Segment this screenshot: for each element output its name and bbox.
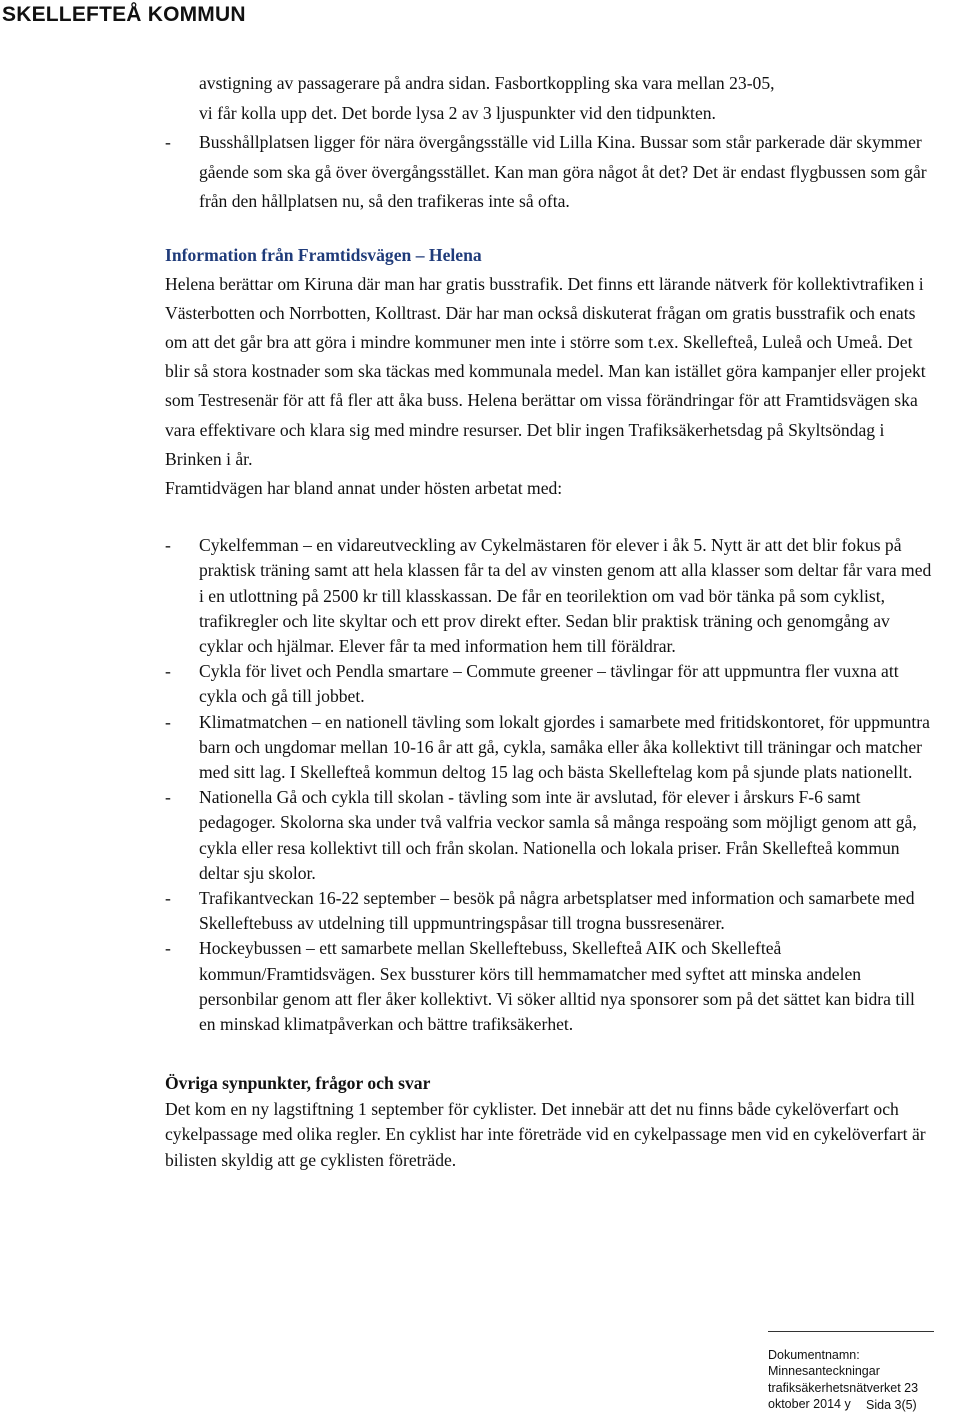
section-paragraph: Det kom en ny lagstiftning 1 september för cyklister. Det innebär att det nu finns både cykelöverfart och cykelpassage med olika regler. En cyklist har inte företräde vid en cykelpassage men vid en cykelöverfart är bilisten skyldig att ge cyklisten företräde. — [165, 1098, 926, 1170]
list-item: - Cykelfemman – en vidareutveckling av Cykelmästaren för elever i åk 5. Nytt är att det blir fokus på praktisk träning samt att hela klassen får ta del av vinsten genom att alla klasser som deltar får vara med i en utlottning på 2500 kr till klasskassan. De får en teorilektion om vad bör tänka på som cyklist, trafikregler och lite skyltar och ett prov direkt efter. Sedan blir praktisk träning och genomgång av cyklar och hjälmar. Elever får ta med information hem till föräldrar. — [165, 533, 935, 659]
continuation-line: avstigning av passagerare på andra sidan. Fasbortkoppling ska vara mellan 23-05, — [199, 73, 775, 93]
footer-divider — [768, 1331, 934, 1332]
footer-document-info — [768, 1347, 948, 1412]
intro-bullets — [165, 128, 935, 217]
continuation-line: vi får kolla upp det. Det borde lysa 2 av 3 ljuspunkter vid den tidpunkten. — [199, 103, 716, 123]
list-item: - Hockeybussen – ett samarbete mellan Skelleftebuss, Skellefteå AIK och Skellefteå kommun/Framtidsvägen. Sex bussturer körs till hemmamatcher med syftet att minska andelen personbilar genom att fler åker kollektivt. Vi söker alltid nya sponsorer som på det sättet kan bidra till en minskad klimatpåverkan och bättre trafiksäkerhet. — [165, 936, 935, 1037]
footer-doc-name: Minnesanteckningar — [768, 1364, 880, 1379]
footer-doc-name: trafiksäkerhetsnätverket 23 — [768, 1380, 919, 1395]
activities-list — [165, 533, 935, 1037]
section-paragraph: Helena berättar om Kiruna där man har gratis busstrafik. Det finns ett lärande nätverk för kollektivtrafiken i Västerbotten och Norrbotten, Kolltrast. Där har man också diskuterat frågan om gratis busstrafik och enats om att det går bra att göra i mindre kommuner men inte i större som t.ex. Skellefteå, Luleå och Umeå. Det blir så stora kostnader som ska täckas med kommunala medel. Man kan istället göra kampanjer eller projekt som Testresenär för att få fler att åka buss. Helena berättar om vissa förändringar för att Framtidsvägen ska vara effektivare och klara sig med mindre resurser. Det blir ingen Trafiksäkerhetsdag på Skyltsöndag i Brinken i år. — [165, 273, 926, 469]
section-heading-framtidsvagen: Information från Framtidsvägen – Helena — [165, 244, 482, 265]
list-item: - Cykla för livet och Pendla smartare – Commute greener – tävlingar för att uppmuntra fler vuxna att cykla och gå till jobbet. — [165, 659, 935, 709]
section-ovriga — [165, 1071, 935, 1173]
list-intro: Framtidvägen har bland annat under hösten arbetat med: — [165, 477, 563, 498]
footer-label: Dokumentnamn: — [768, 1348, 860, 1362]
list-item: - Klimatmatchen – en nationell tävling som lokalt gjordes i samarbete med fritidskontoret, för uppmuntra barn och ungdomar mellan 10-16 år att gå, cykla, samåka eller åka kollektivt till träningar och matcher med sitt lag. I Skellefteå kommun deltog 15 lag och bästa Skelleftelag kom på sjunde plats nationellt. — [165, 710, 935, 786]
document-body — [165, 68, 935, 1173]
footer-doc-name: oktober 2014 y — [768, 1396, 851, 1411]
list-item: - Nationella Gå och cykla till skolan - tävling som inte är avslutad, för elever i årskurs F-6 samt pedagoger. Skolorna ska under två valfria veckor samla så många respoäng som möjligt genom att gå, cykla eller resa kollektivt till och från skolan. Nationella och lokala priser. Från Skellefteå kommun deltar sju skolor. — [165, 785, 935, 886]
page-number: Sida 3(5) — [866, 1398, 917, 1412]
organization-header: SKELLEFTEÅ KOMMUN — [2, 3, 246, 26]
intro-list — [165, 68, 935, 128]
list-item: - Trafikantveckan 16-22 september – besök på några arbetsplatser med information och samarbete med Skelleftebuss av utdelning till uppmuntringspåsar till trogna bussresenärer. — [165, 886, 935, 936]
section-heading-ovriga: Övriga synpunkter, frågor och svar — [165, 1073, 431, 1094]
list-item: - Busshållplatsen ligger för nära övergångsställe vid Lilla Kina. Bussar som står parkerade där skymmer gående som ska gå över övergångsstället. Kan man göra något åt det? Det är endast flygbussen som går från den hållplatsen nu, så den trafikeras inte så ofta. — [165, 128, 935, 217]
